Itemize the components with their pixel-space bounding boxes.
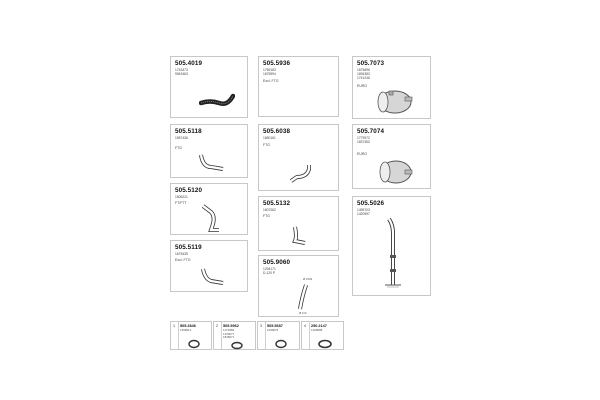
part-note: Excl. FTG — [175, 258, 191, 262]
part-code: 505.6038 — [263, 128, 291, 135]
clamp-number: 3 — [260, 324, 262, 328]
clamp-refs: 1396914 — [180, 328, 192, 332]
clamp-refs: 1172883 1333077 1845071 — [223, 328, 235, 340]
divider — [221, 322, 222, 349]
part-refs: 1294171 D-120 P — [263, 267, 276, 276]
part-note: EURO — [357, 152, 368, 156]
exhaust-bend-icon — [292, 283, 314, 313]
clamp-card-4[interactable] — [301, 321, 344, 350]
clamp-card-2[interactable] — [213, 321, 256, 350]
part-card-505-9060[interactable] — [258, 255, 339, 317]
clamp-icon — [274, 339, 288, 349]
part-code: 505.7074 — [357, 128, 385, 135]
part-code: 505.7073 — [357, 60, 385, 67]
part-code: 505.5118 — [175, 128, 202, 135]
clamp-icon — [317, 339, 333, 349]
part-card-505-5026[interactable] — [352, 196, 431, 296]
clamp-refs: 1266898 — [311, 328, 323, 332]
part-refs: 1743373 9543463 — [175, 68, 188, 77]
part-card-505-7074[interactable] — [352, 124, 431, 189]
part-code: 505.9060 — [263, 259, 291, 266]
part-card-505-7073[interactable] — [352, 56, 431, 119]
clamp-number: 1 — [173, 324, 175, 328]
part-card-505-5120[interactable] — [170, 183, 248, 235]
divider — [178, 322, 179, 349]
part-card-505-5119[interactable] — [170, 240, 248, 292]
part-note: Excl. FTG — [263, 79, 279, 83]
part-note: FT/FTT — [175, 201, 187, 205]
divider — [265, 322, 266, 349]
clamp-code: 505.2846 — [180, 324, 196, 328]
exhaust-bend-icon — [199, 202, 223, 234]
clamp-number: 2 — [216, 324, 218, 328]
dimension-top: Ø 1529 — [303, 277, 313, 281]
clamp-card-1[interactable] — [170, 321, 212, 350]
part-note: FTG — [175, 146, 182, 150]
part-refs: 1557436 — [175, 136, 188, 140]
part-card-505-5132[interactable] — [258, 196, 339, 251]
clamp-code: 505.5687 — [267, 324, 283, 328]
part-refs: 1779972 1837350 — [357, 136, 370, 145]
vertical-stack-icon — [381, 215, 407, 295]
part-card-505-5936[interactable] — [258, 56, 339, 117]
part-refs: 1650161 — [263, 136, 276, 140]
clamp-code: 505.5962 — [223, 324, 239, 328]
clamp-code: 250.2147 — [311, 324, 327, 328]
part-refs: 1495703 1420997 — [357, 208, 370, 217]
part-refs: 1759183 1675994 — [263, 68, 276, 77]
exhaust-bend-icon — [287, 161, 317, 187]
part-code: 505.5936 — [263, 60, 291, 67]
exhaust-bend-icon — [197, 151, 227, 175]
part-code: 505.5119 — [175, 244, 202, 251]
part-refs: 1607062 — [263, 208, 276, 212]
exhaust-bend-icon — [289, 223, 313, 247]
part-card-505-4019[interactable] — [170, 56, 248, 118]
part-note: EURO — [357, 84, 368, 88]
part-note: FTG — [263, 214, 270, 218]
silencer-icon — [375, 88, 415, 116]
part-card-505-5118[interactable] — [170, 124, 248, 178]
dimension-bottom: Ø 110 — [299, 311, 307, 315]
part-code: 505.5026 — [357, 200, 385, 207]
divider — [309, 322, 310, 349]
part-refs: 1675435 — [175, 252, 188, 256]
exhaust-bend-icon — [199, 265, 229, 289]
part-code: 505.4019 — [175, 60, 203, 67]
silencer-icon — [377, 158, 415, 186]
flexible-hose-icon — [199, 89, 235, 111]
part-note: FTG — [263, 143, 270, 147]
part-refs: 1675696 1694383 1741246 — [357, 68, 370, 81]
clamp-number: 4 — [304, 324, 306, 328]
clamp-icon — [187, 339, 201, 349]
part-refs: 1506221 — [175, 195, 188, 199]
part-code: 505.5132 — [263, 200, 291, 207]
part-card-505-6038[interactable] — [258, 124, 339, 191]
part-code: 505.5120 — [175, 187, 203, 194]
clamp-refs: 1099676 — [267, 328, 279, 332]
clamp-icon — [230, 341, 244, 350]
clamp-card-3[interactable] — [257, 321, 300, 350]
